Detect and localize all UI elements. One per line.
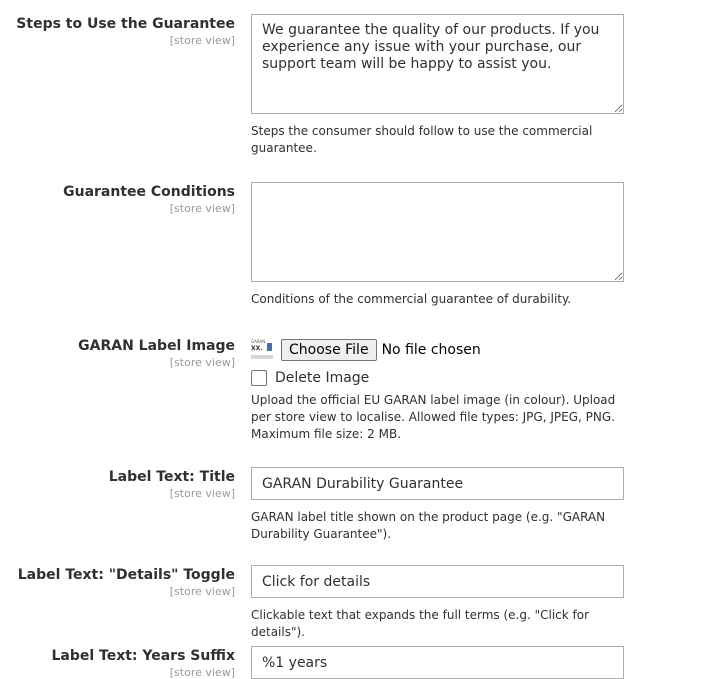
steps-note: Steps the consumer should follow to use the commercial guarantee. [251,124,593,155]
details-toggle-label-col [0,567,235,598]
file-upload-line [251,338,624,362]
thumbnail-top-text: GARAN [251,339,266,344]
details-toggle-label: Label Text: "Details" Toggle [17,567,235,583]
garan-label-thumbnail [251,339,273,361]
years-suffix-label-col [0,648,235,679]
conditions-scope: [store view] [169,202,235,215]
delete-image-checkbox[interactable] [251,370,267,386]
details-toggle-input[interactable] [251,565,624,598]
years-suffix-scope: [store view] [169,666,235,679]
thumbnail-flag-mark [267,343,272,351]
title-field [251,467,624,543]
steps-textarea[interactable] [251,14,624,114]
years-suffix-field [251,646,624,679]
conditions-field [251,182,624,308]
details-toggle-note: Clickable text that expands the full terms (e.g. "Click for details"). [251,608,590,639]
steps-label-col [0,16,235,47]
title-label-col [0,469,235,500]
title-label: Label Text: Title [108,469,235,485]
years-suffix-input[interactable] [251,646,624,679]
label-image-label-col [0,338,235,369]
conditions-textarea[interactable] [251,182,624,282]
label-image-label: GARAN Label Image [78,338,235,354]
steps-field [251,14,624,157]
conditions-note: Conditions of the commercial guarantee of durability. [251,292,572,306]
steps-label: Steps to Use the Guarantee [16,16,235,32]
title-scope: [store view] [169,487,235,500]
title-input[interactable] [251,467,624,500]
details-toggle-field [251,565,624,641]
label-image-note: Upload the official EU GARAN label image (in colour). Upload per store view to localise. Allowed file types: JPG, JPEG, PNG. Maximum file size: 2 MB. [251,393,616,441]
thumbnail-main-text: XX. [251,345,263,352]
conditions-label: Guarantee Conditions [63,184,235,200]
label-image-field [251,338,624,443]
years-suffix-label: Label Text: Years Suffix [51,648,235,664]
no-file-chosen-text: No file chosen [381,342,481,358]
title-note: GARAN label title shown on the product page (e.g. "GARAN Durability Guarantee"). [251,510,606,541]
label-image-scope: [store view] [169,356,235,369]
steps-scope: [store view] [169,34,235,47]
delete-image-label[interactable]: Delete Image [275,370,370,386]
details-toggle-scope: [store view] [169,585,235,598]
thumbnail-bar-mark [251,355,273,359]
delete-image-line [251,368,624,388]
choose-file-button[interactable]: Choose File [281,339,377,361]
conditions-label-col [0,184,235,215]
